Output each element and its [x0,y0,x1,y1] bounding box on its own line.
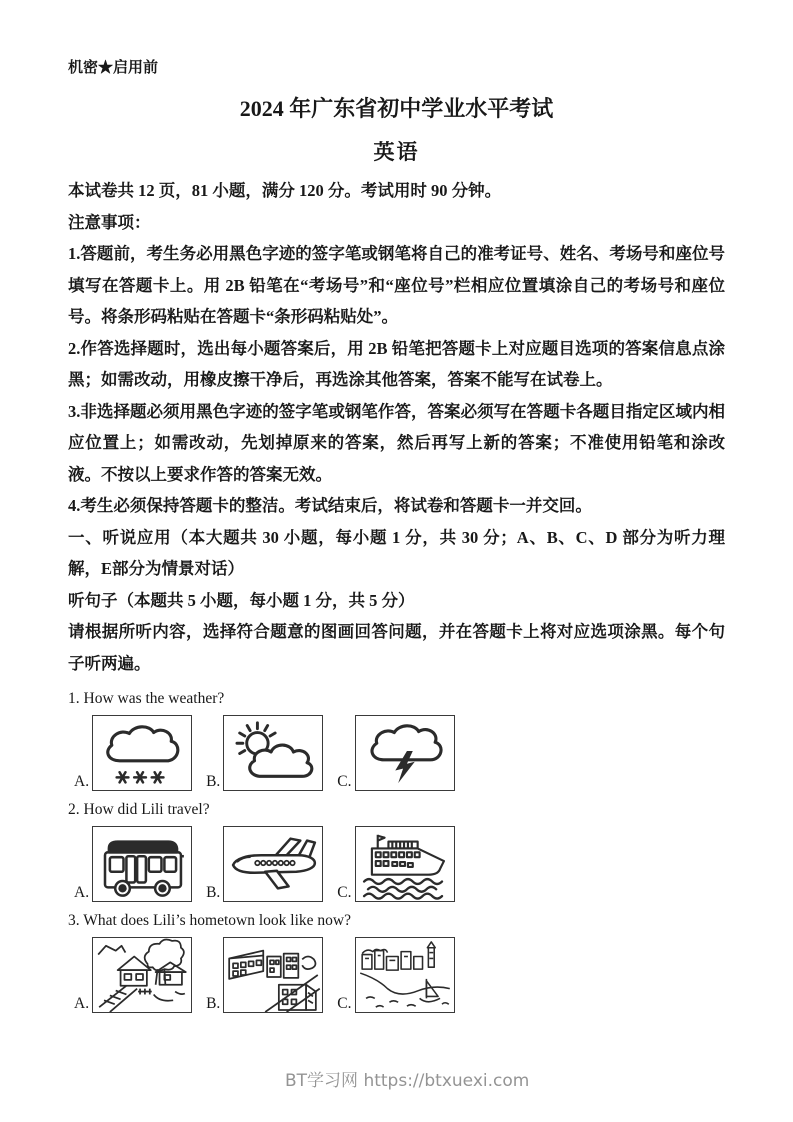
question-1 [68,688,725,791]
lightning-cloud-icon [355,715,455,791]
village-scene-icon [92,937,192,1013]
question-1-text [68,688,725,710]
ship-icon [355,826,455,902]
option-label: B. [206,994,221,1012]
question-2-number: 2. [68,801,80,818]
subject-title: 英语 [373,140,420,164]
question-3-number: 3. [68,912,80,929]
notice-item-3: 3.非选择题必须用黑色字迹的签字笔或钢笔作答，答案必须写在答题卡各题目指定区域内相应位置上；如需改动，先划掉原来的答案，然后再写上新的答案；不准使用铅笔和涂改液。不按以上要求作答的答案无效。 [68,401,725,484]
notice-heading: 注意事项： [68,212,151,232]
question-2-options [74,826,725,902]
option-label: A. [74,772,90,790]
paper-intro: 本试卷共 12 页，81 小题，满分 120 分。考试用时 90 分钟。 [68,181,502,200]
question-2-text [68,799,725,821]
option-label: B. [206,772,221,790]
question-1-options [74,715,725,791]
question-2-prompt: How did Lili travel? [83,801,210,818]
question-2 [68,799,725,902]
question-3-prompt: What does Lili’s hometown look like now? [83,912,351,929]
watermark-site-name: BT学习网 [285,1071,359,1091]
question-3-option-a [74,937,192,1013]
question-3-options [74,937,725,1013]
seaside-city-scene-icon [355,937,455,1013]
option-label: B. [206,883,221,901]
town-scene-icon [223,937,323,1013]
watermark-url: https://btxuexi.com [363,1071,530,1091]
option-label: A. [74,994,90,1012]
part-instruction: 请根据所听内容，选择符合题意的图画回答问题，并在答题卡上将对应选项涂黑。每个句子听两遍。 [68,622,725,673]
airplane-icon [223,826,323,902]
question-3-text [68,910,725,932]
question-1-option-c [337,715,454,791]
confidential-label: 机密★启用前 [68,60,159,76]
question-3-option-c [337,937,454,1013]
question-3 [68,910,725,1013]
option-label: C. [337,994,352,1012]
option-label: C. [337,772,352,790]
bus-icon [92,826,192,902]
question-2-option-b [206,826,323,902]
question-2-option-a [74,826,192,902]
notice-item-4: 4.考生必须保持答题卡的整洁。考试结束后，将试卷和答题卡一并交回。 [68,496,592,515]
section-heading: 一、听说应用（本大题共 30 小题，每小题 1 分，共 30 分；A、B、C、D 部分为听力理解，E部分为情景对话） [68,527,725,578]
question-1-option-b [206,715,323,791]
option-label: A. [74,883,90,901]
question-1-option-a [74,715,192,791]
page-title: 2024 年广东省初中学业水平考试 [239,96,554,121]
question-1-prompt: How was the weather? [83,690,225,707]
part-heading: 听句子（本题共 5 小题，每小题 1 分，共 5 分） [68,590,415,610]
snow-cloud-icon [92,715,192,791]
question-3-option-b [206,937,323,1013]
notice-item-1: 1.答题前，考生务必用黑色字迹的签字笔或钢笔将自己的准考证号、姓名、考场号和座位号填写在答题卡上。用 2B 铅笔在“考场号”和“座位号”栏相应位置填涂自己的考场号和座位号。将条形码粘贴在答题卡“条形码粘贴处”。 [68,244,725,326]
notice-item-2: 2.作答选择题时，选出每小题答案后，用 2B 铅笔把答题卡上对应题目选项的答案信息点涂黑；如需改动，用橡皮擦干净后，再选涂其他答案，答案不能写在试卷上。 [68,338,725,389]
sun-behind-cloud-icon [223,715,323,791]
watermark-footer [285,1066,529,1091]
option-label: C. [337,883,352,901]
listening-questions [68,688,725,1013]
question-1-number: 1. [68,690,80,707]
question-2-option-c [337,826,454,902]
